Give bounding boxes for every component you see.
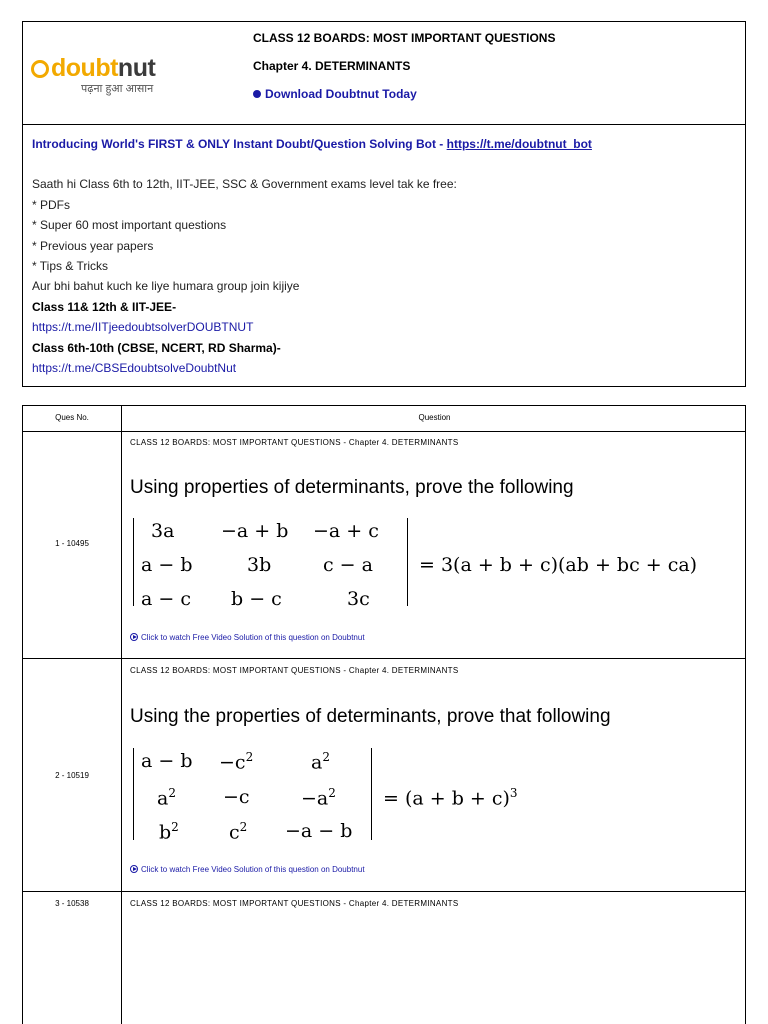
questions-table [22, 405, 746, 1024]
play-icon [130, 633, 138, 641]
determinant-equation: 3a −a + b −a + c a − b 3b c − a a − c b − c 3c = 3(a + b + c)(ab + bc + ca) [130, 514, 750, 614]
bot-link[interactable]: https://t.me/doubtnut_bot [446, 137, 592, 151]
group2-label: Class 6th-10th (CBSE, NCERT, RD Sharma)- [32, 340, 281, 355]
logo-text-nut: nut [117, 54, 156, 82]
question-heading: CLASS 12 BOARDS: MOST IMPORTANT QUESTIONS - Chapter 4. DETERMINANTS [130, 438, 459, 447]
question-text: Using the properties of determinants, prove that following [130, 706, 611, 727]
header-box [22, 21, 746, 387]
intro-line [32, 134, 732, 154]
column-header-number: Ques No. [55, 413, 89, 422]
page-title: CLASS 12 BOARDS: MOST IMPORTANT QUESTIONS [253, 31, 556, 45]
question-number: 2 - 10519 [55, 771, 89, 780]
download-label: Download Doubtnut Today [265, 87, 417, 101]
promo-line: Aur bhi bahut kuch ke liye humara group join kijiye [32, 279, 300, 294]
group2-link[interactable]: https://t.me/CBSEdoubtsolveDoubtNut [32, 361, 237, 376]
promo-section [32, 134, 732, 378]
group1-label: Class 11& 12th & IIT-JEE- [32, 299, 177, 314]
promo-line: * Super 60 most important questions [32, 218, 227, 233]
intro-text: Introducing World's FIRST & ONLY Instant Doubt/Question Solving Bot - [32, 137, 447, 151]
logo-tagline: पढ़ना हुआ आसान [81, 83, 154, 95]
determinant-equation: a − b $-c^2$ $a^2$ $a^2$ −c $-a^2$ $b^2$ $c^2$ −a − b = $(a + b + c)^3$ [130, 744, 750, 844]
question-heading: CLASS 12 BOARDS: MOST IMPORTANT QUESTIONS - Chapter 4. DETERMINANTS [130, 666, 459, 675]
promo-line: * Tips & Tricks [32, 259, 109, 274]
column-header-question: Question [418, 413, 451, 422]
group1-link[interactable]: https://t.me/IITjeedoubtsolverDOUBTNUT [32, 320, 254, 335]
play-icon [130, 865, 138, 873]
header-top [23, 22, 745, 125]
download-link[interactable] [253, 87, 417, 101]
logo-icon [31, 60, 49, 78]
promo-line: Saath hi Class 6th to 12th, IIT-JEE, SSC & Government exams level tak ke free: [32, 177, 457, 192]
promo-line: * Previous year papers [32, 238, 154, 253]
video-solution-link[interactable]: Click to watch Free Video Solution of this question on Doubtnut [130, 632, 365, 642]
question-number: 3 - 10538 [55, 899, 89, 908]
question-text: Using properties of determinants, prove the following [130, 477, 574, 498]
promo-line: * PDFs [32, 197, 71, 212]
bullet-icon [253, 90, 261, 98]
question-number: 1 - 10495 [55, 539, 89, 548]
chapter-title: Chapter 4. DETERMINANTS [253, 59, 411, 73]
logo-text-doubt: doubt [51, 54, 118, 82]
doubtnut-logo[interactable] [31, 54, 173, 98]
video-solution-link[interactable]: Click to watch Free Video Solution of this question on Doubtnut [130, 864, 365, 874]
question-heading: CLASS 12 BOARDS: MOST IMPORTANT QUESTIONS - Chapter 4. DETERMINANTS [130, 899, 459, 908]
